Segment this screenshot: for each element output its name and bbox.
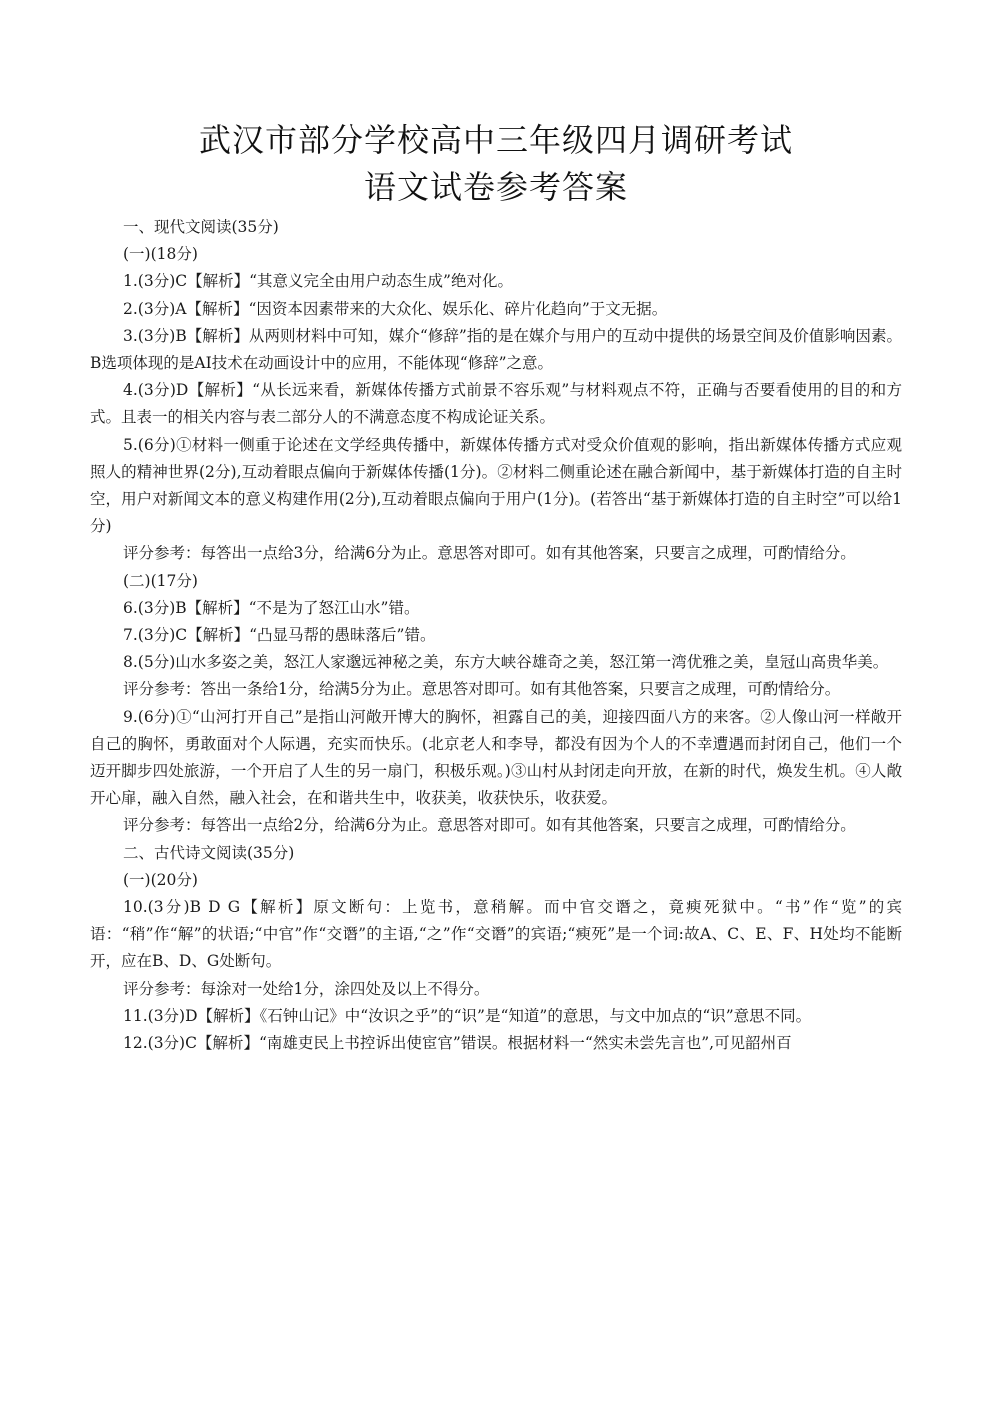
- page-subtitle: 语文试卷参考答案: [363, 168, 628, 206]
- scoring-note: 评分参考：每涂对一处给1分，涂四处及以上不得分。: [123, 979, 490, 998]
- answer-item: 6.(3分)B【解析】“不是为了怒江山水”错。: [123, 598, 420, 617]
- scoring-note: 评分参考：每答出一点给3分，给满6分为止。意思答对即可。如有其他答案，只要言之成理，可酌情给分。: [123, 544, 856, 563]
- answer-item: 4.(3分)D【解析】“从长远来看，新媒体传播方式前景不容乐观”与材料观点不符，正确与否要看使用的目的和方式。且表一的相关内容与表二部分人的不满意态度不构成论证关系。: [90, 381, 902, 427]
- page-title: 武汉市部分学校高中三年级四月调研考试: [198, 121, 793, 159]
- section-heading: 一、现代文阅读(35分): [123, 218, 279, 236]
- answer-item: 1.(3分)C【解析】“其意义完全由用户动态生成”绝对化。: [123, 272, 513, 291]
- answer-item: 2.(3分)A【解析】“因资本因素带来的大众化、娱乐化、碎片化趋向”于文无据。: [123, 299, 668, 318]
- answer-item: 12.(3分)C【解析】“南雄吏民上书控诉出使宦官”错误。根据材料一“然实未尝先言也”,可见韶州百: [123, 1034, 792, 1053]
- answer-item: 10.(3分)B D G【解析】原文断句：上览书，意稍解。而中官交谮之，竟瘐死狱中。“书”作“览”的宾语：“稍”作“解”的状语;“中官”作“交谮”的主语,“之”作“交谮”的宾语;“瘐死”是一个词:故A、C、E、F、H处均不能断开，应在B、D、G处断句。: [90, 898, 902, 971]
- answer-item: 7.(3分)C【解析】“凸显马帮的愚昧落后”错。: [123, 626, 436, 645]
- subsection-heading: (二)(17分): [123, 571, 198, 590]
- subsection-heading: (一)(18分): [123, 245, 198, 264]
- answer-item: 9.(6分)①“山河打开自己”是指山河敞开博大的胸怀，袒露自己的美，迎接四面八方的来客。②人像山河一样敞开自己的胸怀，勇敢面对个人际遇，充实而快乐。(北京老人和李导，都没有因为个人的不幸遭遇而封闭自己，他们一个迈开脚步四处旅游，一个开启了人生的另一扇门，积极乐观。)③山村从封闭走向开放，在新的时代，焕发生机。④人敞开心扉，融入自然，融入社会，在和谐共生中，收获美，收获快乐，收获爱。: [90, 707, 902, 808]
- scoring-note: 评分参考：每答出一点给2分，给满6分为止。意思答对即可。如有其他答案，只要言之成理，可酌情给分。: [123, 816, 856, 835]
- section-heading: 二、古代诗文阅读(35分): [123, 843, 295, 862]
- answer-item: 3.(3分)B【解析】从两则材料中可知，媒介“修辞”指的是在媒介与用户的互动中提供的场景空间及价值影响因素。B选项体现的是AI技术在动画设计中的应用，不能体现“修辞”之意。: [90, 326, 902, 373]
- subsection-heading: (一)(20分): [123, 870, 198, 889]
- scoring-note: 评分参考：答出一条给1分，给满5分为止。意思答对即可。如有其他答案，只要言之成理，可酌情给分。: [123, 680, 841, 699]
- answer-body: [90, 214, 902, 1057]
- answer-item: 11.(3分)D【解析】《石钟山记》中“汝识之乎”的“识”是“知道”的意思，与文中加点的“识”意思不同。: [123, 1006, 812, 1025]
- answer-item: 5.(6分)①材料一侧重于论述在文学经典传播中，新媒体传播方式对受众价值观的影响，指出新媒体传播方式应观照人的精神世界(2分),互动着眼点偏向于新媒体传播(1分)。②材料二侧重论述在融合新闻中，基于新媒体打造的自主时空，用户对新闻文本的意义构建作用(2分),互动着眼点偏向于用户(1分)。(若答出“基于新媒体打造的自主时空”可以给1分): [90, 435, 902, 536]
- answer-item: 8.(5分)山水多姿之美，怒江人家邈远神秘之美，东方大峡谷雄奇之美，怒江第一湾优雅之美，皇冠山高贵华美。: [123, 653, 889, 672]
